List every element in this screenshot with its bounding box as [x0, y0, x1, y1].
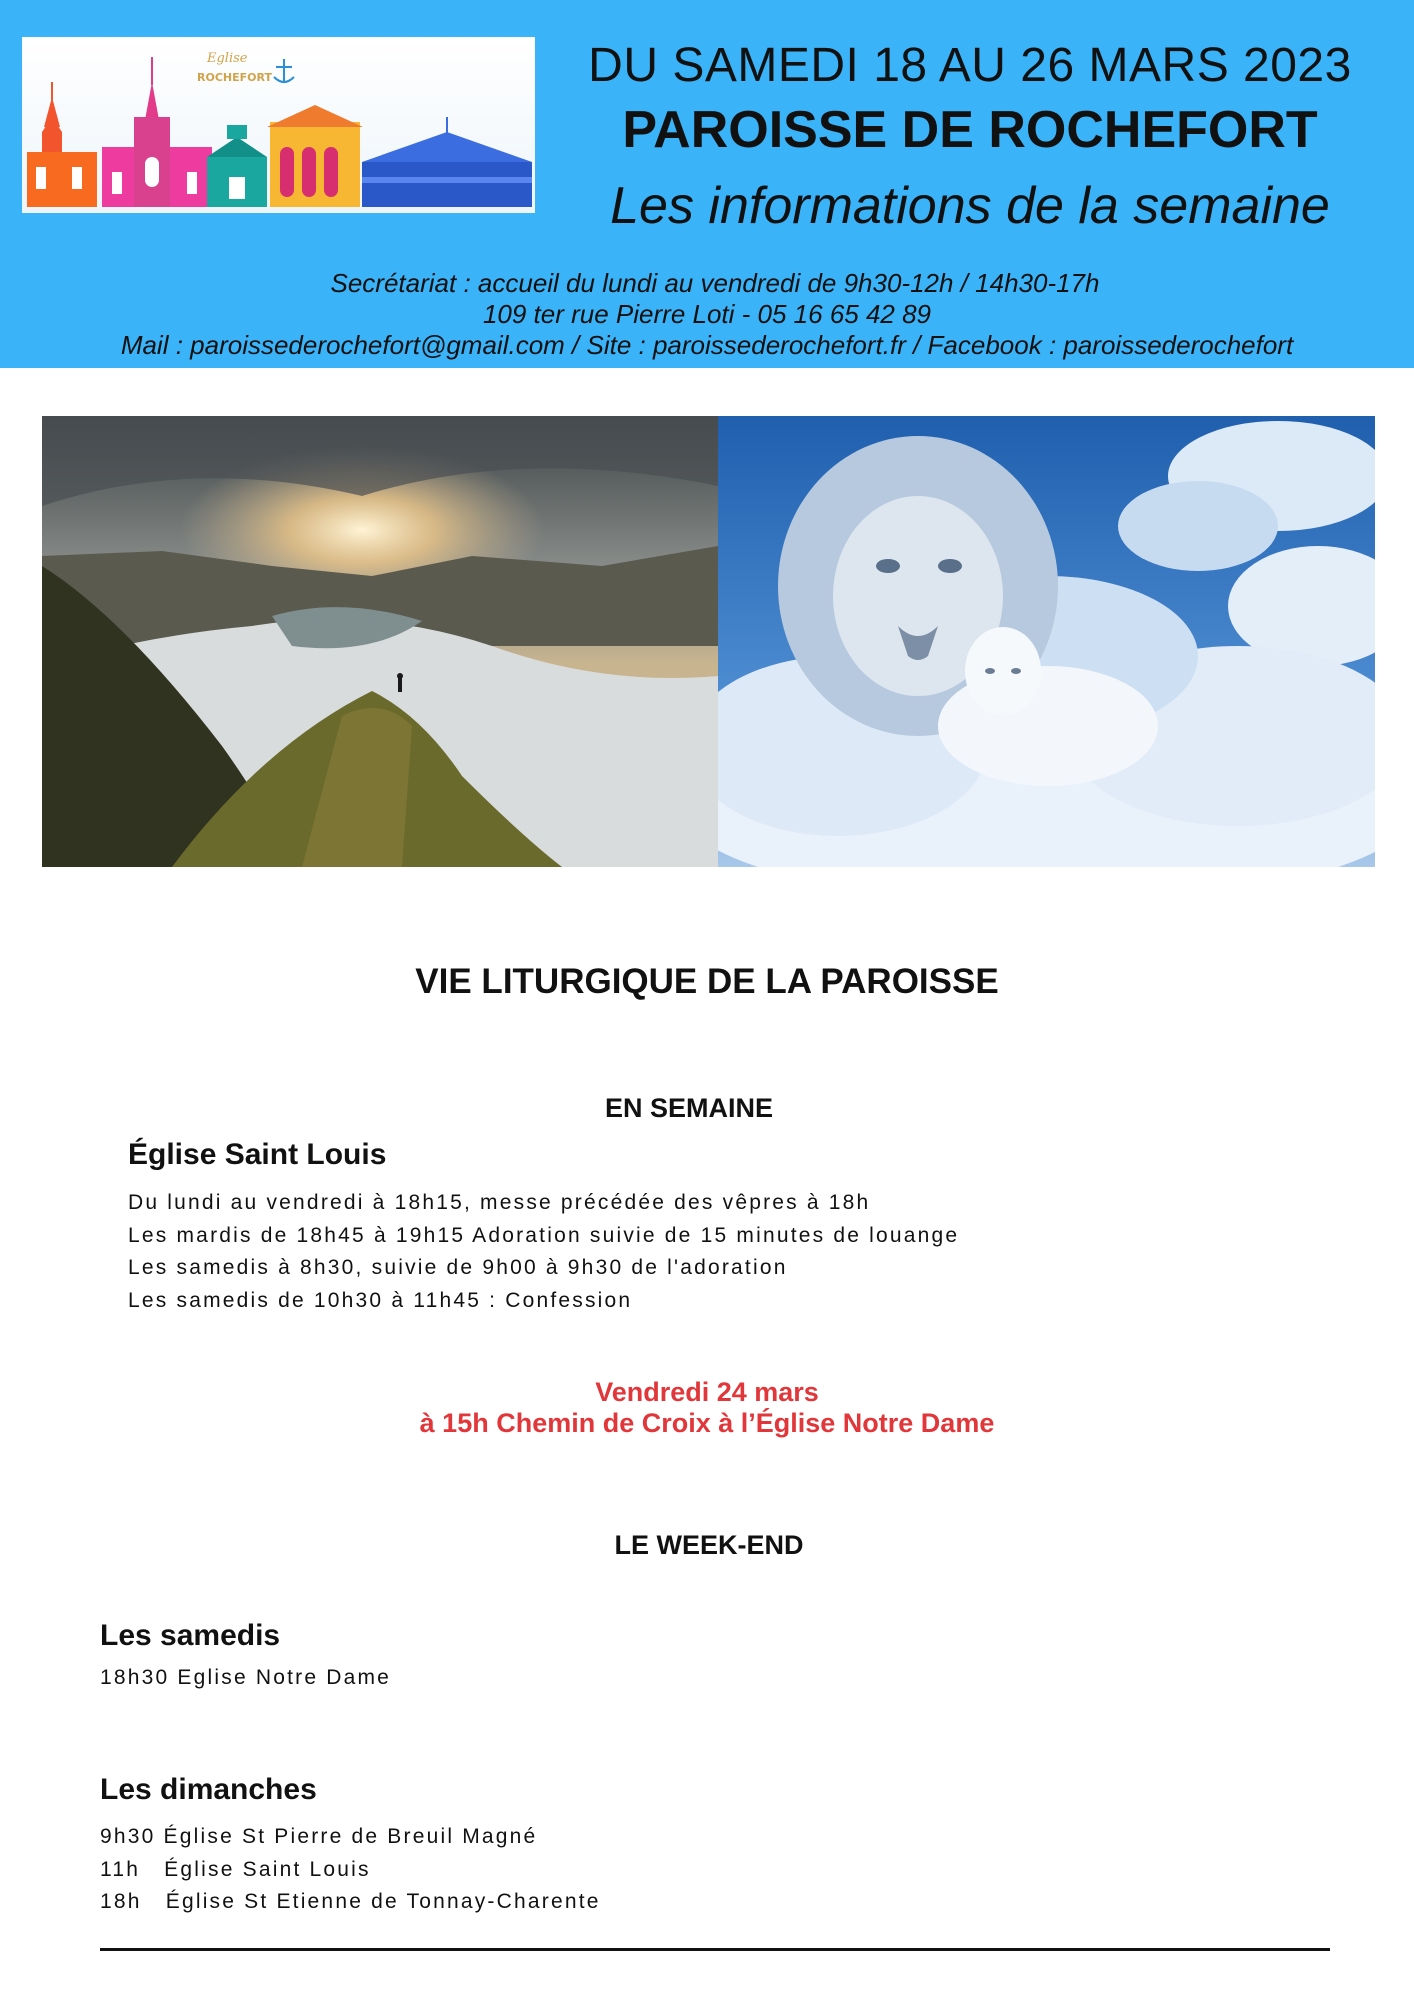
list-item: 18h30 Eglise Notre Dame: [100, 1666, 392, 1689]
weekdays-heading: EN SEMAINE: [604, 1093, 774, 1123]
parish-logo: [22, 37, 535, 213]
weekend-heading: LE WEEK-END: [614, 1530, 804, 1560]
list-item: 18h Église St Etienne de Tonnay-Charente: [100, 1890, 601, 1913]
list-item: Les samedis à 8h30, suivie de 9h00 à 9h30 de l'adoration: [128, 1256, 788, 1279]
list-item: Les samedis de 10h30 à 11h45 : Confession: [128, 1288, 633, 1312]
sundays-title: Les dimanches: [100, 1773, 317, 1806]
mountain-lake-sunrise-photo: [42, 416, 718, 867]
header-banner: [0, 0, 1414, 368]
bulletin-subtitle: Les informations de la semaine: [610, 177, 1330, 235]
lion-and-lamb-clouds-photo: [718, 416, 1375, 867]
announcement-detail: à 15h Chemin de Croix à l’Église Notre Dame: [419, 1408, 995, 1438]
logo-script-text: Eglise: [207, 51, 248, 66]
bottom-divider: [100, 1948, 1330, 1951]
announcement-date: Vendredi 24 mars: [595, 1377, 819, 1407]
parish-name: PAROISSE DE ROCHEFORT: [622, 101, 1318, 159]
date-range: DU SAMEDI 18 AU 26 MARS 2023: [588, 39, 1352, 92]
weekday-church-title: Église Saint Louis: [128, 1138, 387, 1171]
list-item: 9h30 Église St Pierre de Breuil Magné: [100, 1825, 538, 1848]
secretariat-address: 109 ter rue Pierre Loti - 05 16 65 42 89: [482, 299, 932, 329]
contact-web-links: Mail : paroissederochefort@gmail.com / Site : paroissederochefort.fr / Facebook : paroissederochefort: [120, 330, 1294, 360]
sunday-schedule: [100, 1821, 601, 1919]
saturday-schedule: [100, 1662, 391, 1695]
list-item: Du lundi au vendredi à 18h15, messe précédée des vêpres à 18h: [128, 1191, 871, 1214]
list-item: Les mardis de 18h45 à 19h15 Adoration suivie de 15 minutes de louange: [128, 1223, 960, 1247]
secretariat-hours: Secrétariat : accueil du lundi au vendredi de 9h30-12h / 14h30-17h: [330, 268, 1100, 298]
list-item: 11h Église Saint Louis: [100, 1857, 371, 1881]
logo-rochefort-text: ROCHEFORT: [197, 71, 272, 84]
liturgy-section-title: VIE LITURGIQUE DE LA PAROISSE: [415, 962, 999, 1001]
stations-of-cross-announcement: [0, 1377, 1414, 1439]
saturdays-title: Les samedis: [100, 1619, 281, 1652]
weekday-schedule: [128, 1187, 959, 1317]
